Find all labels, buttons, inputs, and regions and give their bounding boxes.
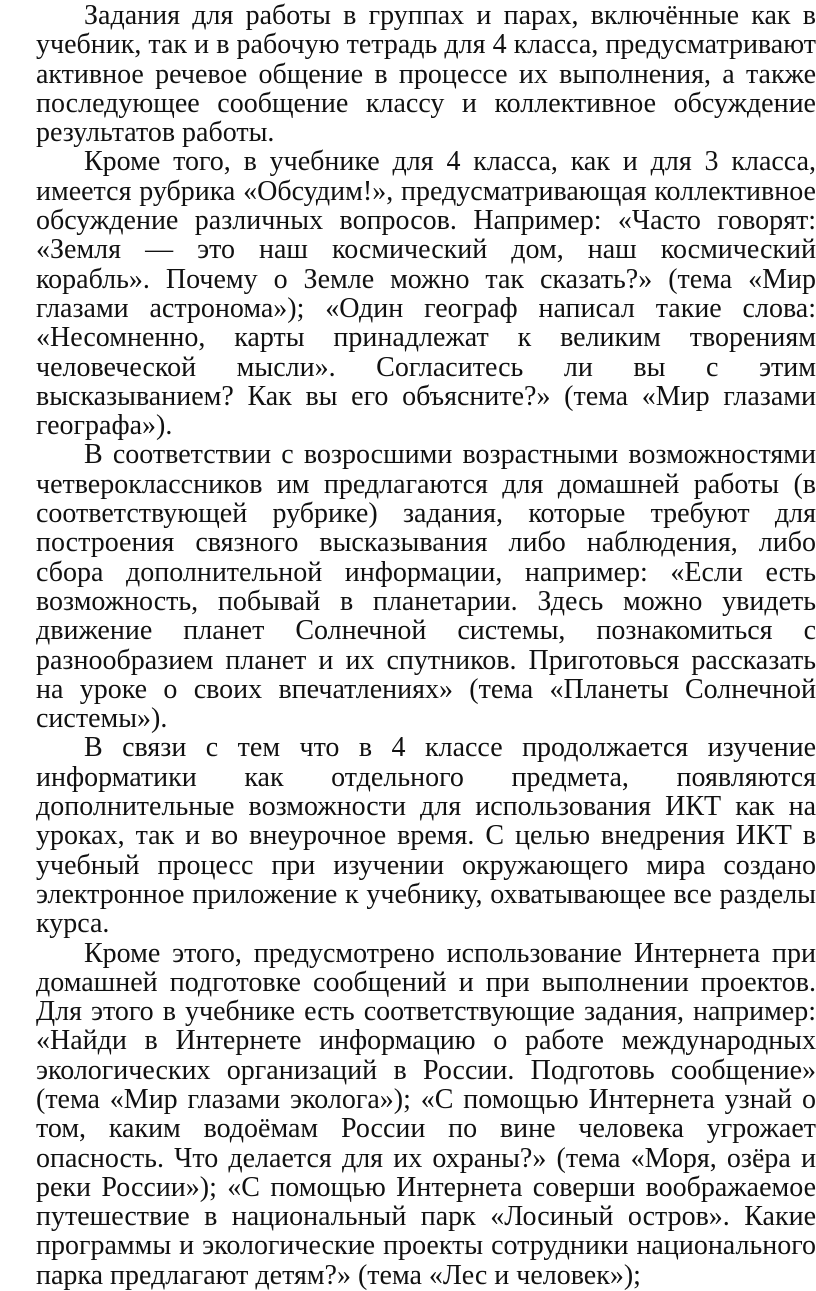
paragraph-group-work: Задания для работы в группах и парах, включённые как в учебник, так и в рабочую тетрадь для 4 класса, предусматривают активное речевое общение в процессе их выполнения, а также последующее сообщение классу и коллективное обсуждение результатов работы. (36, 0, 816, 149)
paragraph-ict-usage: В связи с тем что в 4 классе продолжается изучение информатики как отдельного предмета, появляются дополнительные возможности для использования ИКТ как на уроках, так и во внеурочное время. С целью внедрения ИКТ в учебный процесс при изучении окружающего мира создано электронное приложение к учебнику, охватывающее все разделы курса. (36, 732, 816, 940)
paragraph-homework-tasks: В соответствии с возросшими возрастными возможностями четвероклассников им предлагаются для домашней работы (в соответствующей рубрике) задания, которые требуют для построения связного высказывания либо наблюдения, либо сбора дополнительной информации, например: «Если есть возможность, побывай в планетарии. Здесь можно увидеть движение планет Солнечной системы, познакомиться с разнообразием планет и их спутников. Приготовься рассказать на уроке о своих впечатлениях» (тема «Планеты Солнечной системы»). (36, 439, 816, 735)
paragraph-discussion-rubric: Кроме того, в учебнике для 4 класса, как и для 3 класса, имеется рубрика «Обсудим!», предусматривающая коллективное обсуждение различных вопросов. Например: «Часто говорят: «Земля — это наш космический дом, наш космический корабль». Почему о Земле можно так сказать?» (тема «Мир глазами астронома»); «Один географ написал такие слова: «Несомненно, карты принадлежат к великим творениям человеческой мысли». Согласитесь ли вы с этим высказыванием? Как вы его объясните?» (тема «Мир глазами географа»). (36, 146, 816, 442)
paragraph-internet-usage: Кроме этого, предусмотрено использование Интернета при домашней подготовке сообщений и при выполнении проектов. Для этого в учебнике есть соответствующие задания, например: «Найди в Интернете информацию о работе международных экологических организаций в России. Подготовь сообщение» (тема «Мир глазами эколога»); «С помощью Интернета узнай о том, каким водоёмам России по вине человека угрожает опасность. Что делается для их охраны?» (тема «Моря, озёра и реки России»); «С помощью Интернета соверши воображаемое путешествие в национальный парк «Лосиный остров». Какие программы и экологические проекты сотрудники национального парка предлагают детям?» (тема «Лес и человек»); (36, 937, 816, 1291)
